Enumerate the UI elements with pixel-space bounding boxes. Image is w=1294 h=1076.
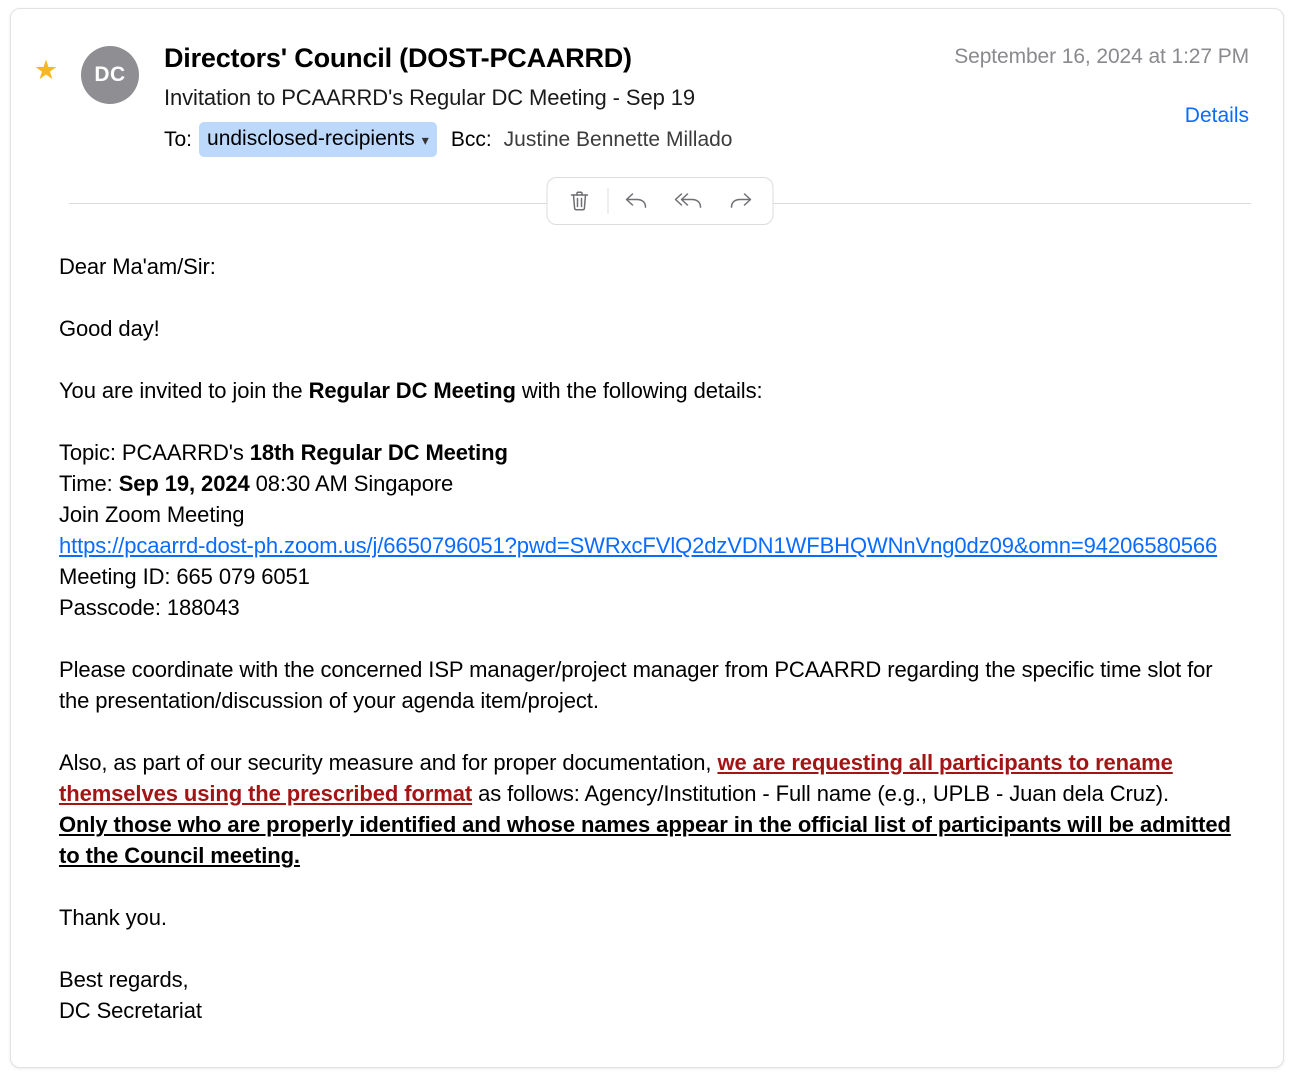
greeting-paragraph: Dear Ma'am/Sir: <box>59 254 216 279</box>
topic-line <box>59 437 1243 468</box>
body-spacer-1 <box>59 623 1243 654</box>
admission-notice: Only those who are properly identified and whose names appear in the official list of participants will be admitted to the Council meeting. <box>59 812 1231 868</box>
signature-line: DC Secretariat <box>59 998 202 1023</box>
zoom-meeting-link[interactable]: https://pcaarrd-dost-ph.zoom.us/j/6650796051?pwd=SWRxcFVlQ2dzVDN1WFBHQWNnVng0dz09&omn=94206580566 <box>59 533 1218 558</box>
email-header <box>11 9 1283 157</box>
flag-star-icon[interactable]: ★ <box>33 55 59 85</box>
email-body <box>11 229 1283 1026</box>
toolbar-separator <box>608 188 609 214</box>
bcc-value: Justine Bennette Millado <box>503 127 733 151</box>
recipients-row <box>164 122 1249 157</box>
invitation-paragraph <box>59 375 1243 406</box>
security-paragraph <box>59 747 1243 871</box>
meeting-id-line: Meeting ID: 665 079 6051 <box>59 564 310 589</box>
join-zoom-line: Join Zoom Meeting <box>59 502 245 527</box>
time-prefix: Time: <box>59 471 119 496</box>
reply-all-button[interactable] <box>663 179 715 223</box>
details-link[interactable]: Details <box>1184 104 1249 127</box>
email-subject: Invitation to PCAARRD's Regular DC Meeting - Sep 19 <box>164 85 696 110</box>
security-suffix: as follows: Agency/Institution - Full name (e.g., UPLB - Juan dela Cruz). <box>472 781 1170 806</box>
coordinate-paragraph: Please coordinate with the concerned ISP manager/project manager from PCAARRD regarding the specific time slot for the presentation/discussion of your agenda item/project. <box>59 657 1213 713</box>
zoom-link-line <box>59 530 1243 561</box>
invitation-suffix: with the following details: <box>515 378 763 403</box>
email-timestamp: September 16, 2024 at 1:27 PM <box>954 45 1249 68</box>
time-suffix: 08:30 AM Singapore <box>249 471 454 496</box>
bcc-label: Bcc: <box>450 127 492 151</box>
email-message-card <box>10 8 1284 1068</box>
forward-button[interactable] <box>715 179 767 223</box>
topic-value: 18th Regular DC Meeting <box>249 440 508 465</box>
avatar: DC <box>81 46 139 104</box>
thanks-paragraph: Thank you. <box>59 905 167 930</box>
toolbar-divider <box>69 177 1251 229</box>
invitation-prefix: You are invited to join the <box>59 378 309 403</box>
invitation-meeting-name: Regular DC Meeting <box>308 378 516 403</box>
to-label: To: <box>164 127 193 151</box>
security-prefix: Also, as part of our security measure and for proper documentation, <box>59 750 718 775</box>
chevron-down-icon[interactable]: ▾ <box>421 132 429 148</box>
passcode-line: Passcode: 188043 <box>59 595 240 620</box>
recipient-token-undisclosed[interactable] <box>199 122 437 157</box>
recipient-token-label: undisclosed-recipients <box>207 127 415 150</box>
good-day-paragraph: Good day! <box>59 316 160 341</box>
security-warning-text: we are requesting all participants to rename themselves using the prescribed format <box>59 750 1173 806</box>
time-date: Sep 19, 2024 <box>118 471 250 496</box>
sender-name: Directors' Council (DOST-PCAARRD) <box>164 43 632 73</box>
time-line <box>59 468 1243 499</box>
sign-off-line: Best regards, <box>59 967 189 992</box>
delete-button[interactable] <box>554 179 606 223</box>
topic-prefix: Topic: PCAARRD's <box>59 440 250 465</box>
reply-button[interactable] <box>611 179 663 223</box>
message-action-toolbar <box>547 177 774 225</box>
